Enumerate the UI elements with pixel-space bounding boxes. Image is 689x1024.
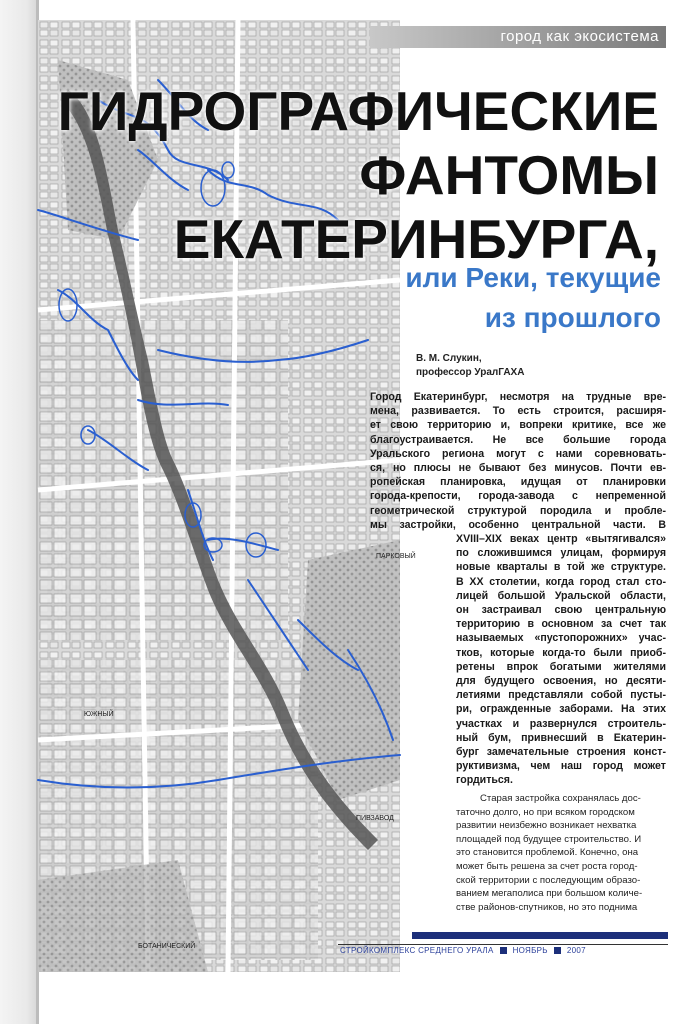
page-gutter [0, 0, 38, 1024]
lead-line: лицей большой Уральской области, [456, 589, 666, 602]
title-line-3: ЕКАТЕРИНБУРГА, [173, 208, 659, 270]
body-line: Старая застройка сохранялась дос- [480, 793, 641, 804]
footer-month: НОЯБРЬ [512, 946, 548, 955]
subtitle-line-1: или Реки, текущие [405, 262, 661, 293]
lead-line: Уральского региона могут с нами соревновать- [370, 447, 666, 460]
lead-line: тков, которые когда-то были приоб- [456, 646, 666, 659]
lead-line: для будущего освоения, но десяти- [456, 675, 666, 687]
author-name: В. М. Слукин, [416, 353, 482, 364]
body-line: это становится проблемой. Конечно, она [456, 847, 639, 859]
title-line-2: ФАНТОМЫ [359, 144, 659, 206]
author-block [416, 352, 524, 380]
author-position: профессор УралГАХА [416, 367, 525, 378]
body-line: развитии неизбежно возникает нехватка [456, 820, 637, 832]
title-line-1: ГИДРОГРАФИЧЕСКИЕ [57, 80, 659, 142]
lead-line: Город Екатеринбург, несмотря на трудные вре- [370, 391, 666, 403]
lead-line: бург замечательные строения конст- [456, 746, 666, 758]
footer-bar [412, 932, 668, 939]
lead-line: он застраивал свою центральную [456, 604, 666, 616]
body-line: ванием мегаполиса при большом количе- [456, 888, 643, 900]
footer-square-icon [554, 947, 561, 954]
body-line: стве районов-спутников, но это поднима [456, 901, 638, 913]
lead-line: летиями представляли собой пусты- [456, 689, 666, 702]
body-line: площадей под будущее строительство. И [456, 833, 642, 845]
map-label-botanic: БОТАНИЧЕСКИЙ [138, 943, 196, 950]
body-line: таточно долго, но при всяком городском [456, 806, 635, 818]
lead-line: по сложившимся улицам, формируя [456, 547, 666, 560]
footer [340, 946, 586, 955]
lead-line: называемых «пустопорожних» учас- [456, 632, 666, 645]
map-label-park: ПАРКОВЫЙ [376, 553, 416, 560]
lead-line: территорию в основном за счет так [456, 618, 666, 631]
lead-line: ся, но плюсы не бывают без минусов. Почти ев- [370, 462, 666, 474]
lead-line: мена, развивается. То есть строится, расширя- [370, 405, 666, 418]
lead-line: гордиться. [456, 774, 513, 787]
subtitle-line-2: из прошлого [484, 302, 661, 333]
map-label-south: ЮЖНЫЙ [84, 711, 114, 718]
lead-line: ри, огражденные заборами. На этих [456, 703, 666, 716]
lead-line: XVIII–XIX веках центр «вытягивался» [456, 533, 666, 545]
footer-year: 2007 [566, 946, 586, 955]
lead-line: новые кварталы в той же структуре. [456, 561, 666, 574]
map-label-brewery: ПИВЗАВОД [356, 815, 394, 822]
footer-rule [338, 944, 668, 945]
lead-line: мы застройки, особенно центральной части. В [370, 518, 666, 531]
lead-line: ет свою территорию и, вопреки критике, все же [370, 419, 666, 432]
body-line: может быть решена за счет роста город- [456, 861, 638, 872]
rubric-label: город как экосистема [500, 28, 659, 45]
lead-line: ный бум, привнесший в Екатерин- [456, 731, 666, 744]
body-line: ской территории с последующим образо- [456, 874, 641, 886]
lead-line: руктивизма, чем наш город может [456, 760, 666, 773]
lead-line: ретены впрок богатыми жителями [456, 660, 666, 673]
lead-line: ропейская планировка, идущая от планировки [370, 476, 666, 489]
lead-line: В XX столетии, когда город стал сто- [456, 575, 666, 588]
lead-line: участках и развернулся строитель- [456, 717, 666, 730]
lead-line: города-крепости, города-завода с непременной [370, 490, 666, 503]
footer-journal: СТРОЙКОМПЛЕКС СРЕДНЕГО УРАЛА [340, 946, 494, 955]
lead-line: благоустраивается. Не все большие города [370, 433, 666, 446]
footer-square-icon [500, 947, 507, 954]
lead-line: геометрической структурой породила и пробле- [370, 504, 666, 517]
